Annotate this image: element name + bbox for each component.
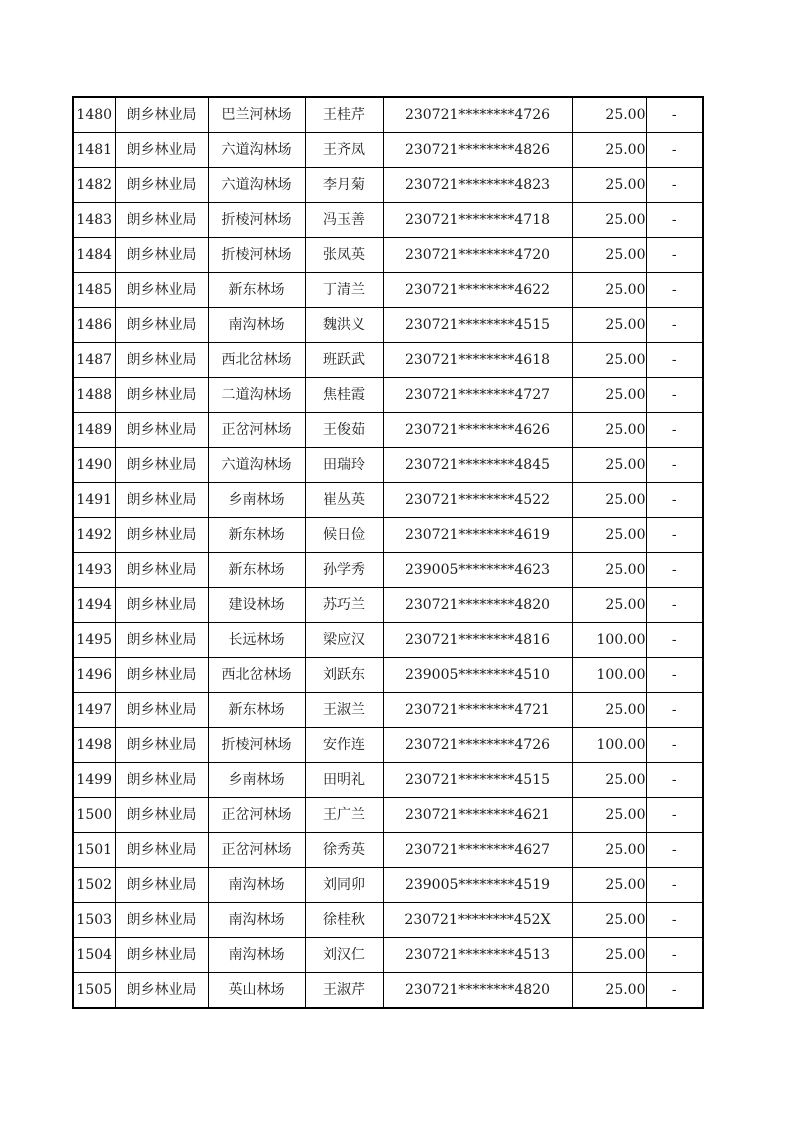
note-cell: - <box>646 273 703 308</box>
farm-cell: 正岔河林场 <box>208 833 305 868</box>
bureau-cell: 朗乡林业局 <box>115 868 208 903</box>
farm-cell: 新东林场 <box>208 693 305 728</box>
bureau-cell: 朗乡林业局 <box>115 448 208 483</box>
table-row <box>73 693 703 728</box>
amount-cell: 25.00 <box>572 413 646 448</box>
amount-cell: 25.00 <box>572 833 646 868</box>
name-cell: 焦桂霞 <box>305 378 383 413</box>
bureau-cell: 朗乡林业局 <box>115 483 208 518</box>
amount-cell: 25.00 <box>572 483 646 518</box>
name-cell: 梁应汉 <box>305 623 383 658</box>
name-cell: 班跃武 <box>305 343 383 378</box>
note-cell: - <box>646 238 703 273</box>
name-cell: 候日俭 <box>305 518 383 553</box>
note-cell: - <box>646 518 703 553</box>
bureau-cell: 朗乡林业局 <box>115 133 208 168</box>
row-number: 1502 <box>73 868 115 903</box>
id-number-cell: 239005********4510 <box>383 658 572 693</box>
amount-cell: 25.00 <box>572 203 646 238</box>
id-number-cell: 230721********4718 <box>383 203 572 238</box>
amount-cell: 25.00 <box>572 973 646 1009</box>
row-number: 1481 <box>73 133 115 168</box>
farm-cell: 巴兰河林场 <box>208 97 305 133</box>
note-cell: - <box>646 658 703 693</box>
bureau-cell: 朗乡林业局 <box>115 903 208 938</box>
note-cell: - <box>646 973 703 1009</box>
amount-cell: 25.00 <box>572 938 646 973</box>
note-cell: - <box>646 133 703 168</box>
farm-cell: 乡南林场 <box>208 483 305 518</box>
bureau-cell: 朗乡林业局 <box>115 518 208 553</box>
bureau-cell: 朗乡林业局 <box>115 168 208 203</box>
note-cell: - <box>646 763 703 798</box>
bureau-cell: 朗乡林业局 <box>115 973 208 1009</box>
id-number-cell: 230721********4522 <box>383 483 572 518</box>
farm-cell: 正岔河林场 <box>208 798 305 833</box>
bureau-cell: 朗乡林业局 <box>115 763 208 798</box>
bureau-cell: 朗乡林业局 <box>115 413 208 448</box>
name-cell: 王广兰 <box>305 798 383 833</box>
amount-cell: 100.00 <box>572 658 646 693</box>
id-number-cell: 239005********4519 <box>383 868 572 903</box>
amount-cell: 25.00 <box>572 343 646 378</box>
id-number-cell: 230721********4823 <box>383 168 572 203</box>
table-row <box>73 238 703 273</box>
farm-cell: 六道沟林场 <box>208 448 305 483</box>
id-number-cell: 230721********4726 <box>383 728 572 763</box>
name-cell: 徐秀英 <box>305 833 383 868</box>
name-cell: 王齐凤 <box>305 133 383 168</box>
id-number-cell: 230721********4727 <box>383 378 572 413</box>
table-row <box>73 938 703 973</box>
note-cell: - <box>646 623 703 658</box>
amount-cell: 25.00 <box>572 238 646 273</box>
note-cell: - <box>646 168 703 203</box>
row-number: 1489 <box>73 413 115 448</box>
note-cell: - <box>646 833 703 868</box>
bureau-cell: 朗乡林业局 <box>115 658 208 693</box>
table-row <box>73 588 703 623</box>
table-row <box>73 378 703 413</box>
id-number-cell: 239005********4623 <box>383 553 572 588</box>
amount-cell: 25.00 <box>572 798 646 833</box>
id-number-cell: 230721********4816 <box>383 623 572 658</box>
id-number-cell: 230721********452X <box>383 903 572 938</box>
table-row <box>73 553 703 588</box>
farm-cell: 南沟林场 <box>208 868 305 903</box>
amount-cell: 25.00 <box>572 448 646 483</box>
amount-cell: 25.00 <box>572 868 646 903</box>
table-row <box>73 343 703 378</box>
row-number: 1495 <box>73 623 115 658</box>
table-row <box>73 833 703 868</box>
note-cell: - <box>646 448 703 483</box>
farm-cell: 新东林场 <box>208 518 305 553</box>
table-row <box>73 623 703 658</box>
note-cell: - <box>646 343 703 378</box>
farm-cell: 二道沟林场 <box>208 378 305 413</box>
bureau-cell: 朗乡林业局 <box>115 238 208 273</box>
row-number: 1501 <box>73 833 115 868</box>
table-row <box>73 763 703 798</box>
row-number: 1492 <box>73 518 115 553</box>
row-number: 1480 <box>73 97 115 133</box>
table-row <box>73 728 703 763</box>
id-number-cell: 230721********4513 <box>383 938 572 973</box>
id-number-cell: 230721********4515 <box>383 308 572 343</box>
row-number: 1493 <box>73 553 115 588</box>
farm-cell: 新东林场 <box>208 553 305 588</box>
farm-cell: 折棱河林场 <box>208 728 305 763</box>
note-cell: - <box>646 378 703 413</box>
name-cell: 李月菊 <box>305 168 383 203</box>
row-number: 1490 <box>73 448 115 483</box>
table-row <box>73 273 703 308</box>
roster-table <box>72 96 704 1009</box>
amount-cell: 25.00 <box>572 97 646 133</box>
row-number: 1486 <box>73 308 115 343</box>
row-number: 1485 <box>73 273 115 308</box>
id-number-cell: 230721********4721 <box>383 693 572 728</box>
name-cell: 安作连 <box>305 728 383 763</box>
bureau-cell: 朗乡林业局 <box>115 588 208 623</box>
table-row <box>73 308 703 343</box>
id-number-cell: 230721********4618 <box>383 343 572 378</box>
bureau-cell: 朗乡林业局 <box>115 203 208 238</box>
name-cell: 王俊茹 <box>305 413 383 448</box>
farm-cell: 六道沟林场 <box>208 133 305 168</box>
name-cell: 王淑兰 <box>305 693 383 728</box>
row-number: 1494 <box>73 588 115 623</box>
amount-cell: 100.00 <box>572 623 646 658</box>
table-row <box>73 413 703 448</box>
id-number-cell: 230721********4515 <box>383 763 572 798</box>
bureau-cell: 朗乡林业局 <box>115 693 208 728</box>
amount-cell: 25.00 <box>572 763 646 798</box>
name-cell: 田明礼 <box>305 763 383 798</box>
row-number: 1503 <box>73 903 115 938</box>
bureau-cell: 朗乡林业局 <box>115 273 208 308</box>
id-number-cell: 230721********4619 <box>383 518 572 553</box>
farm-cell: 南沟林场 <box>208 903 305 938</box>
bureau-cell: 朗乡林业局 <box>115 833 208 868</box>
id-number-cell: 230721********4621 <box>383 798 572 833</box>
name-cell: 丁清兰 <box>305 273 383 308</box>
row-number: 1500 <box>73 798 115 833</box>
bureau-cell: 朗乡林业局 <box>115 343 208 378</box>
name-cell: 徐桂秋 <box>305 903 383 938</box>
name-cell: 刘同卯 <box>305 868 383 903</box>
bureau-cell: 朗乡林业局 <box>115 97 208 133</box>
row-number: 1491 <box>73 483 115 518</box>
farm-cell: 长远林场 <box>208 623 305 658</box>
table-row <box>73 483 703 518</box>
note-cell: - <box>646 728 703 763</box>
bureau-cell: 朗乡林业局 <box>115 798 208 833</box>
table-row <box>73 133 703 168</box>
note-cell: - <box>646 588 703 623</box>
amount-cell: 25.00 <box>572 588 646 623</box>
farm-cell: 南沟林场 <box>208 308 305 343</box>
farm-cell: 正岔河林场 <box>208 413 305 448</box>
id-number-cell: 230721********4820 <box>383 588 572 623</box>
note-cell: - <box>646 693 703 728</box>
amount-cell: 25.00 <box>572 168 646 203</box>
id-number-cell: 230721********4720 <box>383 238 572 273</box>
name-cell: 田瑞玲 <box>305 448 383 483</box>
name-cell: 孙学秀 <box>305 553 383 588</box>
row-number: 1487 <box>73 343 115 378</box>
farm-cell: 西北岔林场 <box>208 343 305 378</box>
id-number-cell: 230721********4627 <box>383 833 572 868</box>
row-number: 1496 <box>73 658 115 693</box>
amount-cell: 25.00 <box>572 273 646 308</box>
note-cell: - <box>646 798 703 833</box>
name-cell: 魏洪义 <box>305 308 383 343</box>
amount-cell: 25.00 <box>572 133 646 168</box>
row-number: 1499 <box>73 763 115 798</box>
name-cell: 王桂芹 <box>305 97 383 133</box>
table-row <box>73 518 703 553</box>
farm-cell: 英山林场 <box>208 973 305 1009</box>
id-number-cell: 230721********4826 <box>383 133 572 168</box>
table-row <box>73 97 703 133</box>
bureau-cell: 朗乡林业局 <box>115 623 208 658</box>
roster-body <box>73 97 703 1008</box>
table-row <box>73 868 703 903</box>
farm-cell: 六道沟林场 <box>208 168 305 203</box>
table-row <box>73 448 703 483</box>
note-cell: - <box>646 308 703 343</box>
bureau-cell: 朗乡林业局 <box>115 378 208 413</box>
name-cell: 冯玉善 <box>305 203 383 238</box>
name-cell: 王淑芹 <box>305 973 383 1009</box>
id-number-cell: 230721********4820 <box>383 973 572 1009</box>
amount-cell: 25.00 <box>572 378 646 413</box>
table-row <box>73 798 703 833</box>
name-cell: 崔丛英 <box>305 483 383 518</box>
amount-cell: 25.00 <box>572 903 646 938</box>
name-cell: 刘跃东 <box>305 658 383 693</box>
row-number: 1504 <box>73 938 115 973</box>
row-number: 1482 <box>73 168 115 203</box>
amount-cell: 25.00 <box>572 553 646 588</box>
bureau-cell: 朗乡林业局 <box>115 938 208 973</box>
farm-cell: 折棱河林场 <box>208 203 305 238</box>
amount-cell: 25.00 <box>572 308 646 343</box>
note-cell: - <box>646 483 703 518</box>
id-number-cell: 230721********4845 <box>383 448 572 483</box>
name-cell: 刘汉仁 <box>305 938 383 973</box>
note-cell: - <box>646 413 703 448</box>
table-row <box>73 168 703 203</box>
id-number-cell: 230721********4626 <box>383 413 572 448</box>
bureau-cell: 朗乡林业局 <box>115 728 208 763</box>
id-number-cell: 230721********4622 <box>383 273 572 308</box>
amount-cell: 25.00 <box>572 693 646 728</box>
farm-cell: 建设林场 <box>208 588 305 623</box>
note-cell: - <box>646 203 703 238</box>
row-number: 1498 <box>73 728 115 763</box>
amount-cell: 25.00 <box>572 518 646 553</box>
note-cell: - <box>646 938 703 973</box>
farm-cell: 西北岔林场 <box>208 658 305 693</box>
farm-cell: 南沟林场 <box>208 938 305 973</box>
table-row <box>73 658 703 693</box>
note-cell: - <box>646 868 703 903</box>
id-number-cell: 230721********4726 <box>383 97 572 133</box>
name-cell: 苏巧兰 <box>305 588 383 623</box>
bureau-cell: 朗乡林业局 <box>115 308 208 343</box>
farm-cell: 折棱河林场 <box>208 238 305 273</box>
row-number: 1483 <box>73 203 115 238</box>
table-row <box>73 973 703 1009</box>
table-row <box>73 903 703 938</box>
table-row <box>73 203 703 238</box>
amount-cell: 100.00 <box>572 728 646 763</box>
farm-cell: 乡南林场 <box>208 763 305 798</box>
note-cell: - <box>646 903 703 938</box>
farm-cell: 新东林场 <box>208 273 305 308</box>
row-number: 1484 <box>73 238 115 273</box>
bureau-cell: 朗乡林业局 <box>115 553 208 588</box>
row-number: 1497 <box>73 693 115 728</box>
note-cell: - <box>646 97 703 133</box>
row-number: 1505 <box>73 973 115 1009</box>
name-cell: 张凤英 <box>305 238 383 273</box>
row-number: 1488 <box>73 378 115 413</box>
note-cell: - <box>646 553 703 588</box>
